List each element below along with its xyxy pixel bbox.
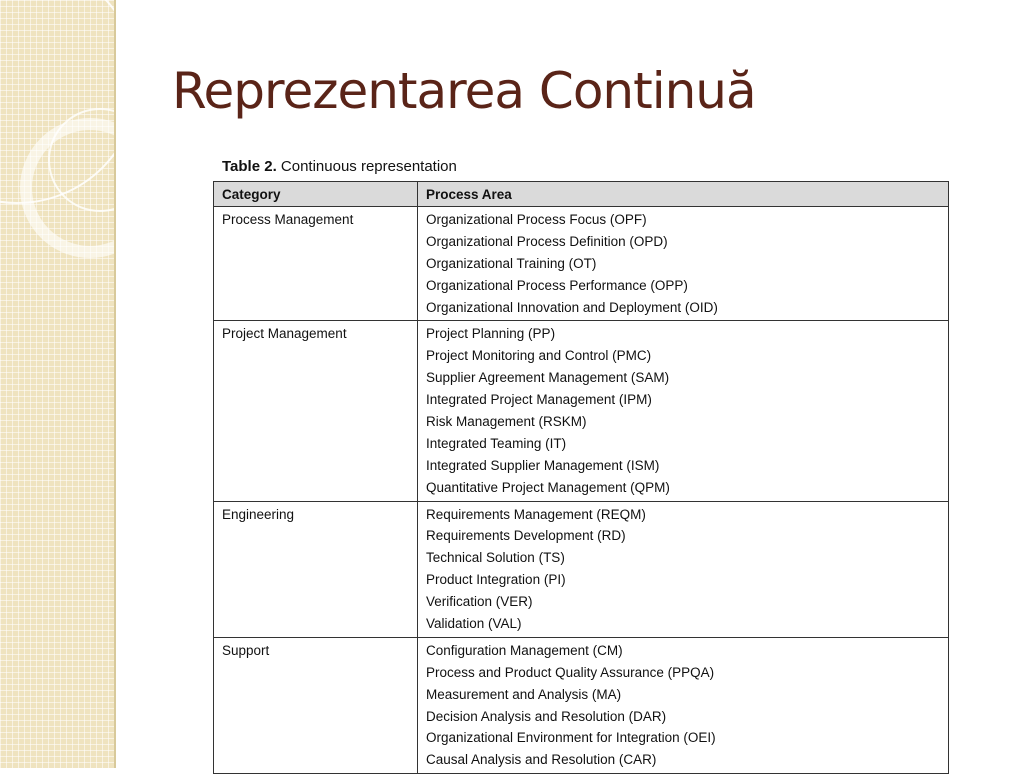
decorative-side-band: [0, 0, 114, 768]
table-caption-text: Continuous representation: [276, 158, 457, 175]
header-process-area: Process Area: [418, 182, 949, 207]
process-area-item: Organizational Training (OT): [426, 255, 597, 271]
category-label: Engineering: [222, 506, 295, 522]
process-area-item: Organizational Process Definition (OPD): [426, 233, 668, 249]
category-label: Support: [222, 642, 270, 658]
table-row: [214, 501, 949, 637]
process-area-item: Organizational Innovation and Deployment (OID): [426, 299, 718, 315]
category-cell: [214, 637, 418, 773]
process-area-item: Integrated Supplier Management (ISM): [426, 457, 660, 473]
process-area-item: Risk Management (RSKM): [426, 414, 587, 430]
table-row: [214, 637, 949, 773]
process-area-item: Project Monitoring and Control (PMC): [426, 348, 652, 364]
slide-title: Reprezentarea Continuă: [172, 62, 756, 120]
category-label: Project Management: [222, 326, 347, 342]
process-area-item: Organizational Process Performance (OPP): [426, 277, 688, 293]
continuous-representation-table: [213, 181, 949, 774]
category-cell: [214, 207, 418, 321]
process-area-item: Integrated Teaming (IT): [426, 435, 567, 451]
table-row: [214, 207, 949, 321]
process-area-item: Configuration Management (CM): [426, 642, 623, 658]
table-caption: [222, 158, 457, 175]
category-cell: [214, 501, 418, 637]
process-area-item: Organizational Process Focus (OPF): [426, 212, 647, 227]
process-area-item: Requirements Development (RD): [426, 528, 626, 544]
process-area-cell: [418, 207, 949, 321]
process-area-item: Requirements Management (REQM): [426, 506, 646, 522]
table-caption-label: Table 2.: [222, 158, 277, 175]
table-header-row: [214, 182, 949, 207]
process-area-item: Supplier Agreement Management (SAM): [426, 370, 670, 386]
category-label: Process Management: [222, 212, 354, 227]
process-area-item: Process and Product Quality Assurance (PPQA): [426, 664, 715, 680]
process-area-item: Verification (VER): [426, 594, 533, 610]
table-body: [214, 207, 949, 774]
category-cell: [214, 321, 418, 501]
process-area-item: Measurement and Analysis (MA): [426, 686, 622, 702]
process-area-item: Causal Analysis and Resolution (CAR): [426, 752, 657, 768]
process-area-cell: [418, 637, 949, 773]
process-area-item: Integrated Project Management (IPM): [426, 392, 652, 408]
process-area-cell: [418, 321, 949, 501]
header-category: Category: [214, 182, 418, 207]
side-divider: [114, 0, 116, 768]
table-row: [214, 321, 949, 501]
process-area-item: Product Integration (PI): [426, 572, 566, 588]
process-area-item: Decision Analysis and Resolution (DAR): [426, 708, 667, 724]
process-area-item: Technical Solution (TS): [426, 550, 565, 566]
process-area-item: Project Planning (PP): [426, 326, 556, 342]
process-area-item: Validation (VAL): [426, 616, 522, 632]
process-area-item: Organizational Environment for Integration (OEI): [426, 730, 716, 746]
process-area-item: Quantitative Project Management (QPM): [426, 479, 670, 495]
process-area-cell: [418, 501, 949, 637]
